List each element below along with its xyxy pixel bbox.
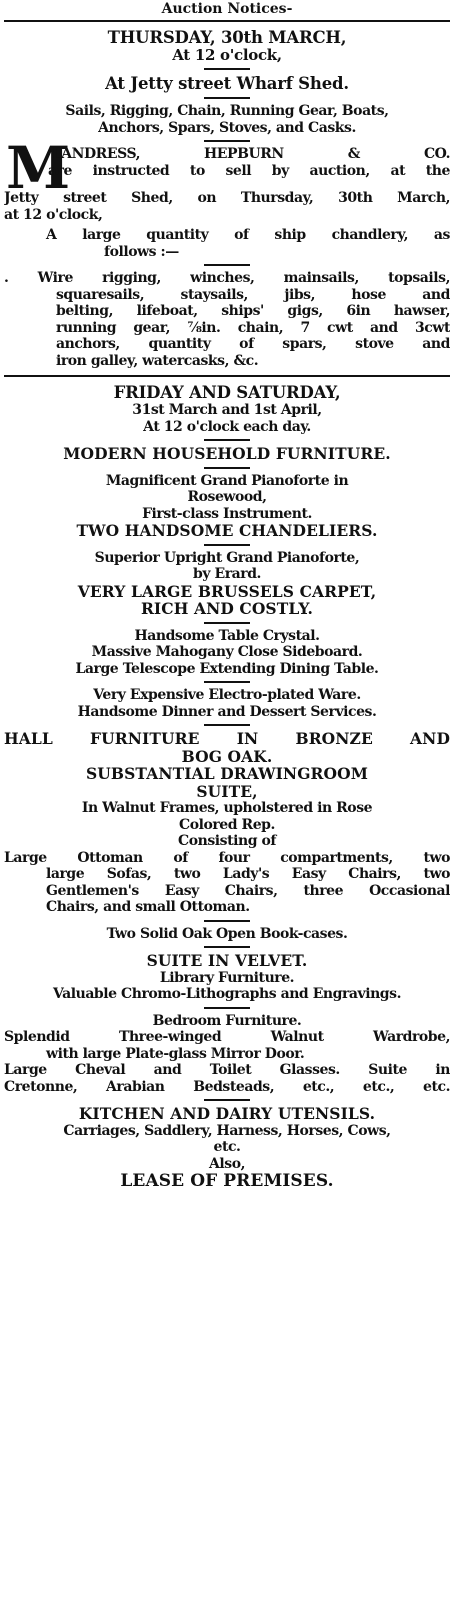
items-line: . Wire rigging, winches, mainsails, topsails, [4, 270, 450, 286]
divider [204, 724, 250, 726]
goods-list-line: large Sofas, two Lady's Easy Chairs, two [46, 866, 450, 882]
auctioneer-name: 'LANDRESS, HEPBURN & CO. [48, 146, 450, 162]
sale1-date: THURSDAY, 30th MARCH, [107, 28, 347, 47]
drop-cap: M [6, 134, 71, 202]
goods-line: Colored Rep. [179, 816, 275, 833]
goods-line: Rosewood, [187, 489, 267, 505]
sale2-title: MODERN HOUSEHOLD FURNITURE. [63, 445, 391, 463]
auctioneer-line: Jetty street Shed, on Thursday, 30th March, [4, 190, 450, 206]
sale1-goods-line: Sails, Rigging, Chain, Running Gear, Boats, [65, 103, 389, 119]
divider [204, 946, 250, 948]
divider [204, 140, 250, 142]
sale1-place: At Jetty street Wharf Shed. [105, 74, 349, 93]
goods-caps-line: KITCHEN AND DAIRY UTENSILS. [78, 1105, 376, 1123]
lead-line: A large quantity of ship chandlery, as [46, 227, 450, 243]
section-header: Auction Notices- [161, 1, 293, 17]
goods-line: Valuable Chromo-Lithographs and Engravings. [52, 986, 402, 1002]
divider [204, 439, 250, 441]
sale2-time: At 12 o'clock each day. [143, 418, 311, 435]
sale2-dates: 31st March and 1st April, [132, 402, 322, 418]
goods-line: Superior Upright Grand Pianoforte, [94, 549, 360, 566]
goods-line: Handsome Table Crystal. [134, 627, 320, 644]
lease-line: LEASE OF PREMISES. [120, 1172, 334, 1191]
goods-line: Very Expensive Electro-plated Ware. [93, 687, 361, 703]
goods-list-line: with large Plate-glass Mirror Door. [46, 1045, 305, 1062]
goods-line: Massive Mahogany Close Sideboard. [91, 644, 363, 660]
divider [204, 68, 250, 70]
goods-line: Carriages, Saddlery, Harness, Horses, Cows, [63, 1122, 391, 1139]
section-rule [4, 375, 450, 377]
sale1-time: At 12 o'clock, [172, 47, 282, 64]
goods-line: Consisting of [178, 833, 276, 849]
goods-caps-line: HALL FURNITURE IN BRONZE AND [4, 730, 450, 748]
goods-line: Magnificent Grand Pianoforte in [105, 472, 349, 489]
goods-list-line: Large Ottoman of four compartments, two [4, 849, 450, 866]
divider [204, 467, 250, 469]
divider [204, 920, 250, 922]
goods-caps-line: RICH AND COSTLY. [140, 600, 314, 618]
goods-caps-line: TWO HANDSOME CHANDELIERS. [76, 522, 378, 540]
goods-list-line: Splendid Three-winged Walnut Wardrobe, [4, 1029, 450, 1045]
goods-list-line: Cretonne, Arabian Bedsteads, etc., etc., etc. [4, 1078, 450, 1095]
divider [204, 264, 250, 266]
goods-list-line: Gentlemen's Easy Chairs, three Occasional [46, 882, 450, 899]
goods-line: Handsome Dinner and Dessert Services. [77, 703, 377, 720]
lead-line: follows :— [104, 243, 179, 260]
goods-line: by Erard. [193, 566, 261, 582]
items-line: anchors, quantity of spars, stove and [56, 336, 450, 352]
items-line: iron galley, watercasks, &c. [56, 352, 259, 369]
auctioneer-line: at 12 o'clock, [4, 206, 103, 223]
goods-line: Two Solid Oak Open Book-cases. [106, 925, 348, 942]
sale2-date: FRIDAY AND SATURDAY, [113, 383, 341, 402]
goods-line: etc. [213, 1139, 241, 1155]
header-rule [4, 20, 450, 22]
goods-line: Also, [208, 1155, 246, 1172]
divider [204, 1007, 250, 1009]
goods-caps-line: SUBSTANTIAL DRAWINGROOM [86, 765, 368, 783]
divider [204, 1099, 250, 1101]
items-line: squaresails, staysails, jibs, hose and [56, 286, 450, 303]
goods-line: Bedroom Furniture. [152, 1012, 302, 1029]
goods-caps-line: SUITE, [196, 782, 258, 800]
divider [204, 681, 250, 683]
goods-line: First-class Instrument. [142, 505, 312, 522]
goods-list-line: Large Cheval and Toilet Glasses. Suite in [4, 1062, 450, 1078]
divider [204, 97, 250, 99]
goods-line: Large Telescope Extending Dining Table. [75, 660, 379, 677]
goods-caps-line: VERY LARGE BRUSSELS CARPET, [77, 582, 377, 600]
items-line: running gear, ⅞in. chain, 7 cwt and 3cwt [56, 319, 450, 336]
goods-caps-line: SUITE IN VELVET. [146, 952, 308, 970]
sale1-goods-line: Anchors, Spars, Stoves, and Casks. [98, 119, 356, 136]
divider [204, 622, 250, 624]
auctioneer-line: are instructed to sell by auction, at the [48, 162, 450, 179]
goods-list-line: Chairs, and small Ottoman. [46, 899, 250, 915]
goods-line: Library Furniture. [159, 969, 295, 986]
items-line: belting, lifeboat, ships' gigs, 6in hawser, [56, 303, 450, 319]
divider [204, 544, 250, 546]
goods-line: In Walnut Frames, upholstered in Rose [81, 800, 373, 816]
goods-caps-line: BOG OAK. [181, 747, 273, 765]
